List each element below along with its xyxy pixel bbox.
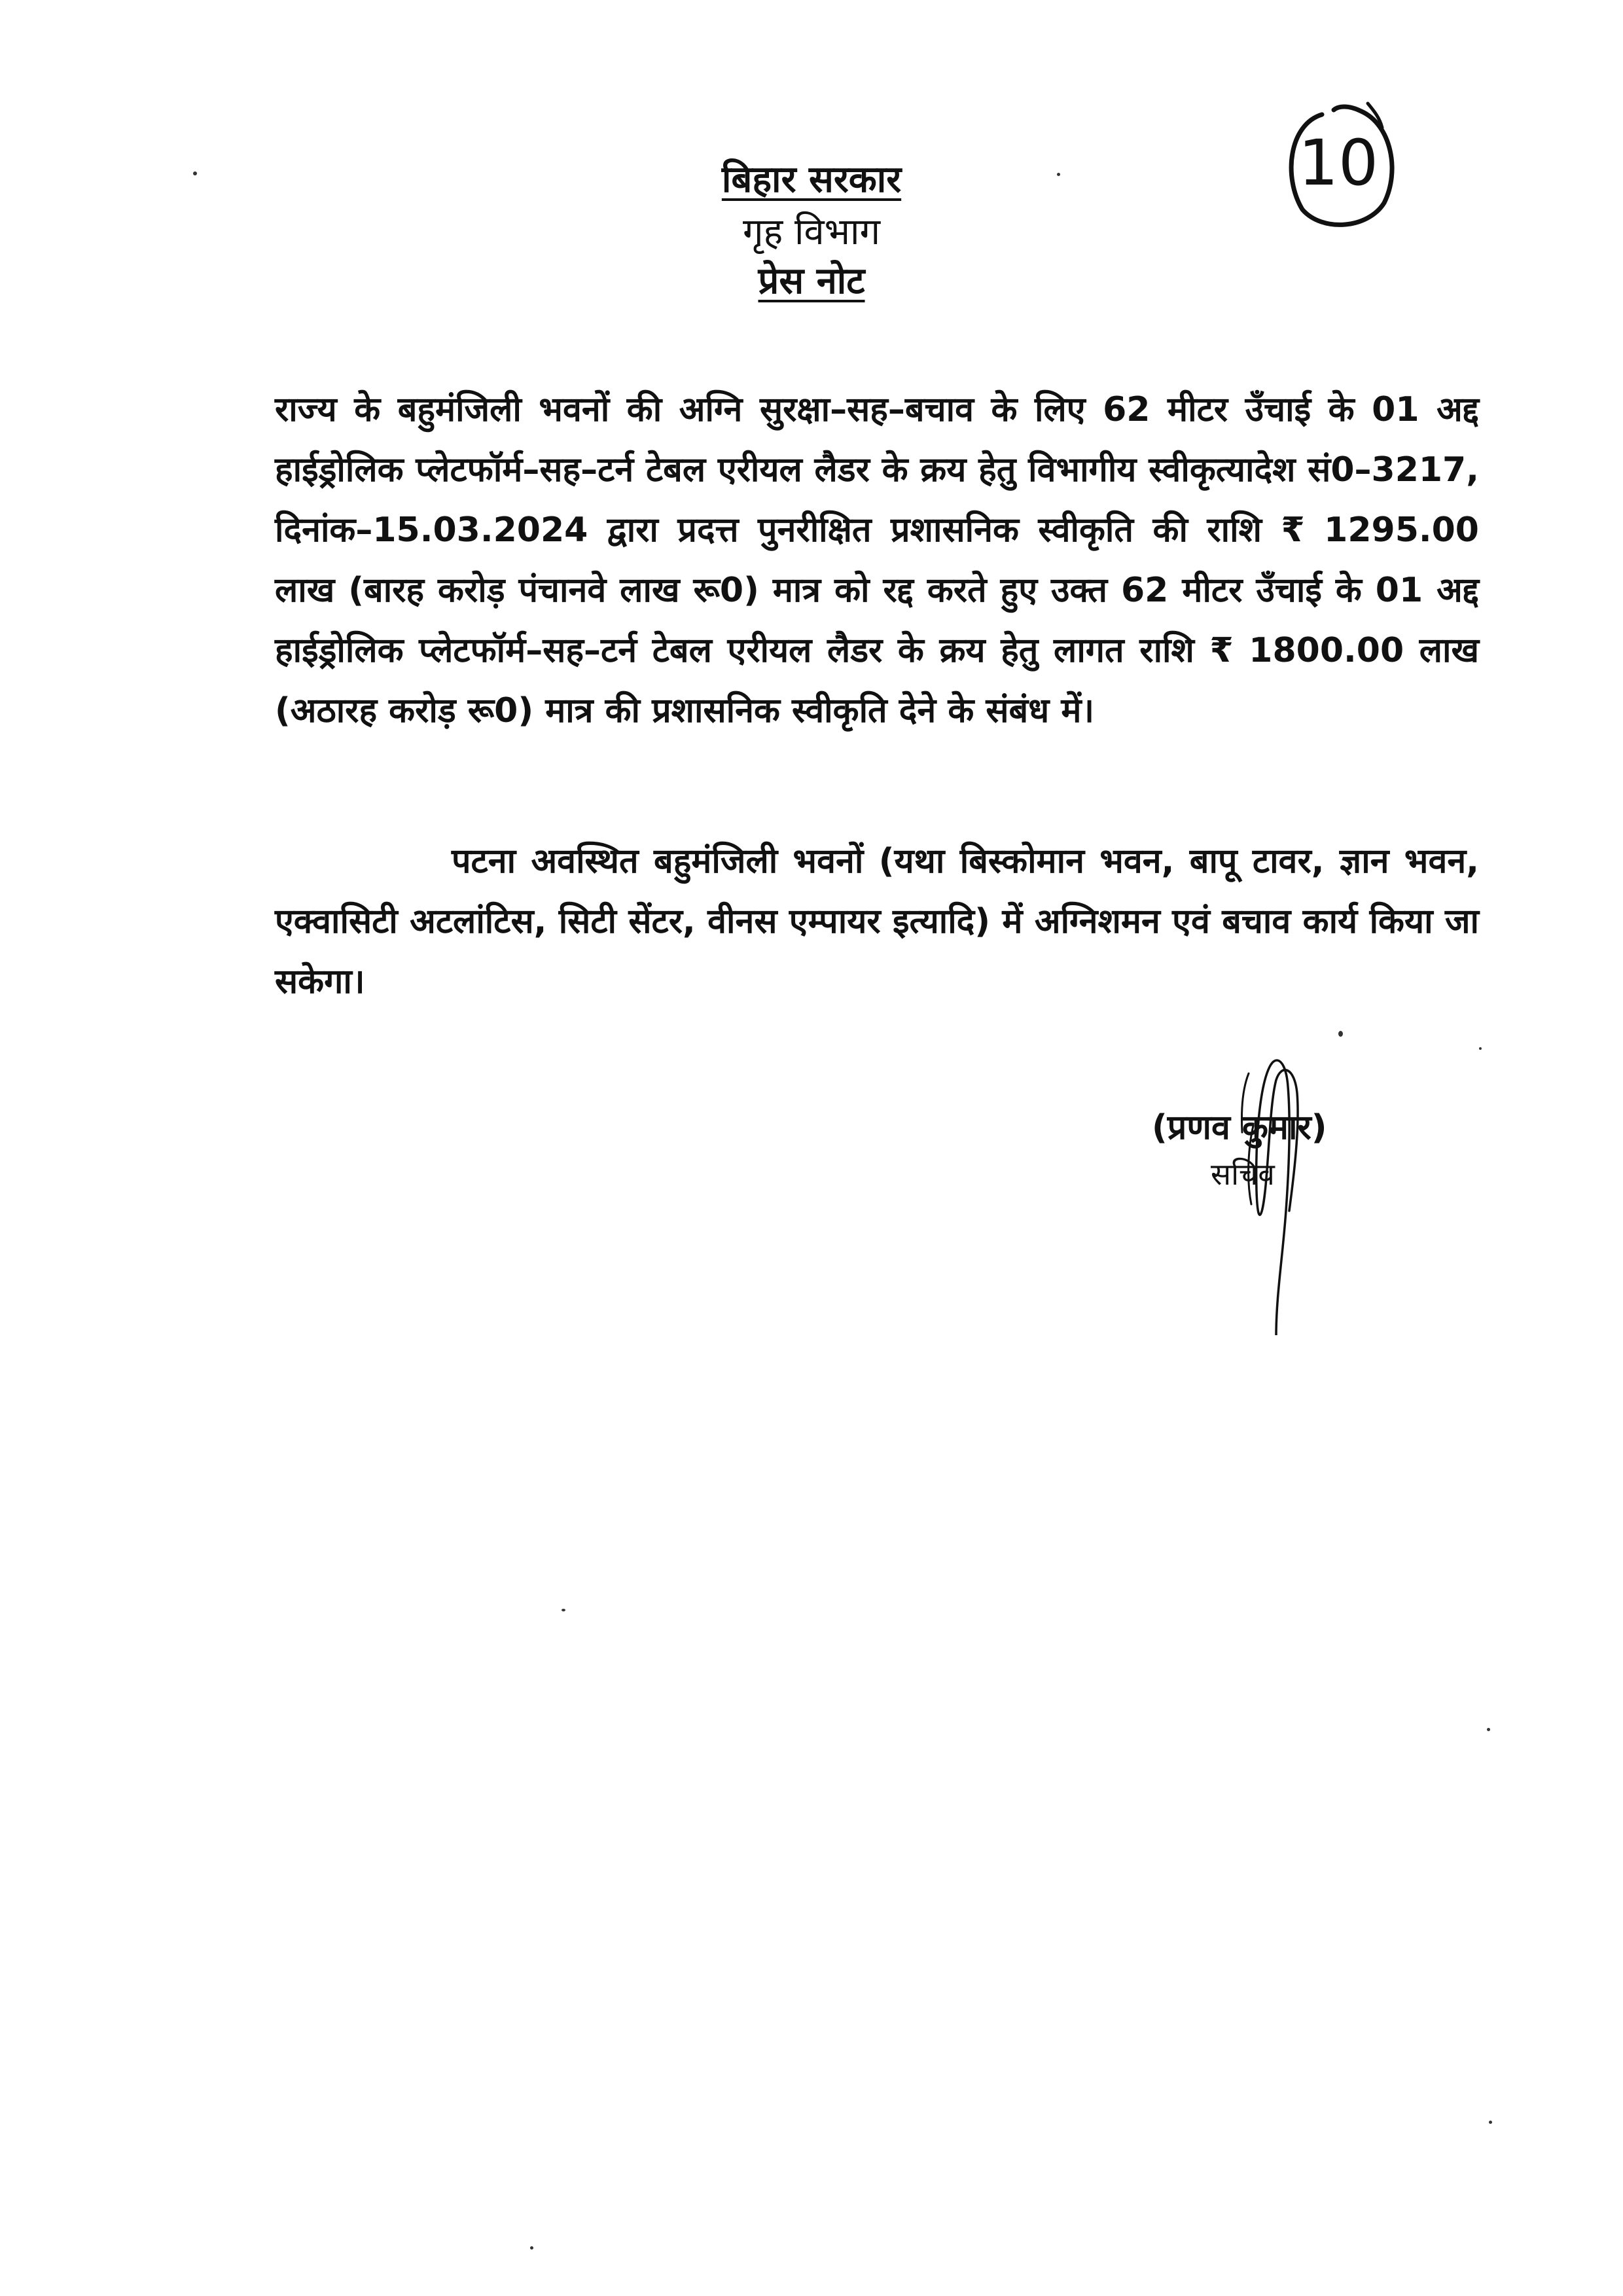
scan-speck [562, 1609, 565, 1611]
scan-speck [1338, 1031, 1343, 1037]
scan-speck [1489, 2121, 1492, 2124]
circled-number-icon [1276, 98, 1400, 236]
scan-speck [530, 2246, 533, 2250]
government-name-text: बिहार सरकार [721, 158, 902, 201]
document-title-text: प्रेस नोट [758, 260, 865, 302]
page-number-text: 10 [1298, 126, 1379, 200]
scan-speck [1487, 1728, 1490, 1731]
handwritten-page-number [1276, 98, 1400, 236]
scan-speck [1479, 1047, 1482, 1050]
signatory-designation: सचिव [1211, 1157, 1275, 1192]
signatory-name: (प्रणव कुमार) [1152, 1108, 1327, 1147]
body-paragraph-2: पटना अवस्थित बहुमंजिली भवनों (यथा बिस्कोमान भवन, बापू टावर, ज्ञान भवन, एक्वासिटी अटलांटिस, सिटी सेंटर, वीनस एम्पायर इत्यादि) में अग्निशमन एवं बचाव कार्य किया जा सकेगा। [275, 842, 1479, 1001]
signature-block [1113, 1047, 1453, 1335]
body-paragraph-1: राज्य के बहुमंजिली भवनों की अग्नि सुरक्षा–सह–बचाव के लिए 62 मीटर उँचाई के 01 अद्द हाईड्रोलिक प्लेटफॉर्म–सह–टर्न टेबल एरीयल लैडर के क्रय हेतु विभागीय स्वीकृत्यादेश सं0–3217, दिनांक–15.03.2024 द्वारा प्रदत्त पुनरीक्षित प्रशासनिक स्वीकृति की राशि ₹ 1295.00 लाख (बारह करोड़ पंचानवे लाख रू0) मात्र को रद्द करते हुए उक्त 62 मीटर उँचाई के 01 अद्द हाईड्रोलिक प्लेटफॉर्म–सह–टर्न टेबल एरीयल लैडर के क्रय हेतु लागत राशि ₹ 1800.00 लाख (अठारह करोड़ रू0) मात्र की प्रशासनिक स्वीकृति देने के संबंध में। [275, 390, 1479, 730]
scan-speck [1057, 173, 1060, 176]
document-title [0, 259, 1623, 304]
scan-speck [193, 171, 197, 175]
department-name-text: गृह विभाग [742, 211, 881, 253]
